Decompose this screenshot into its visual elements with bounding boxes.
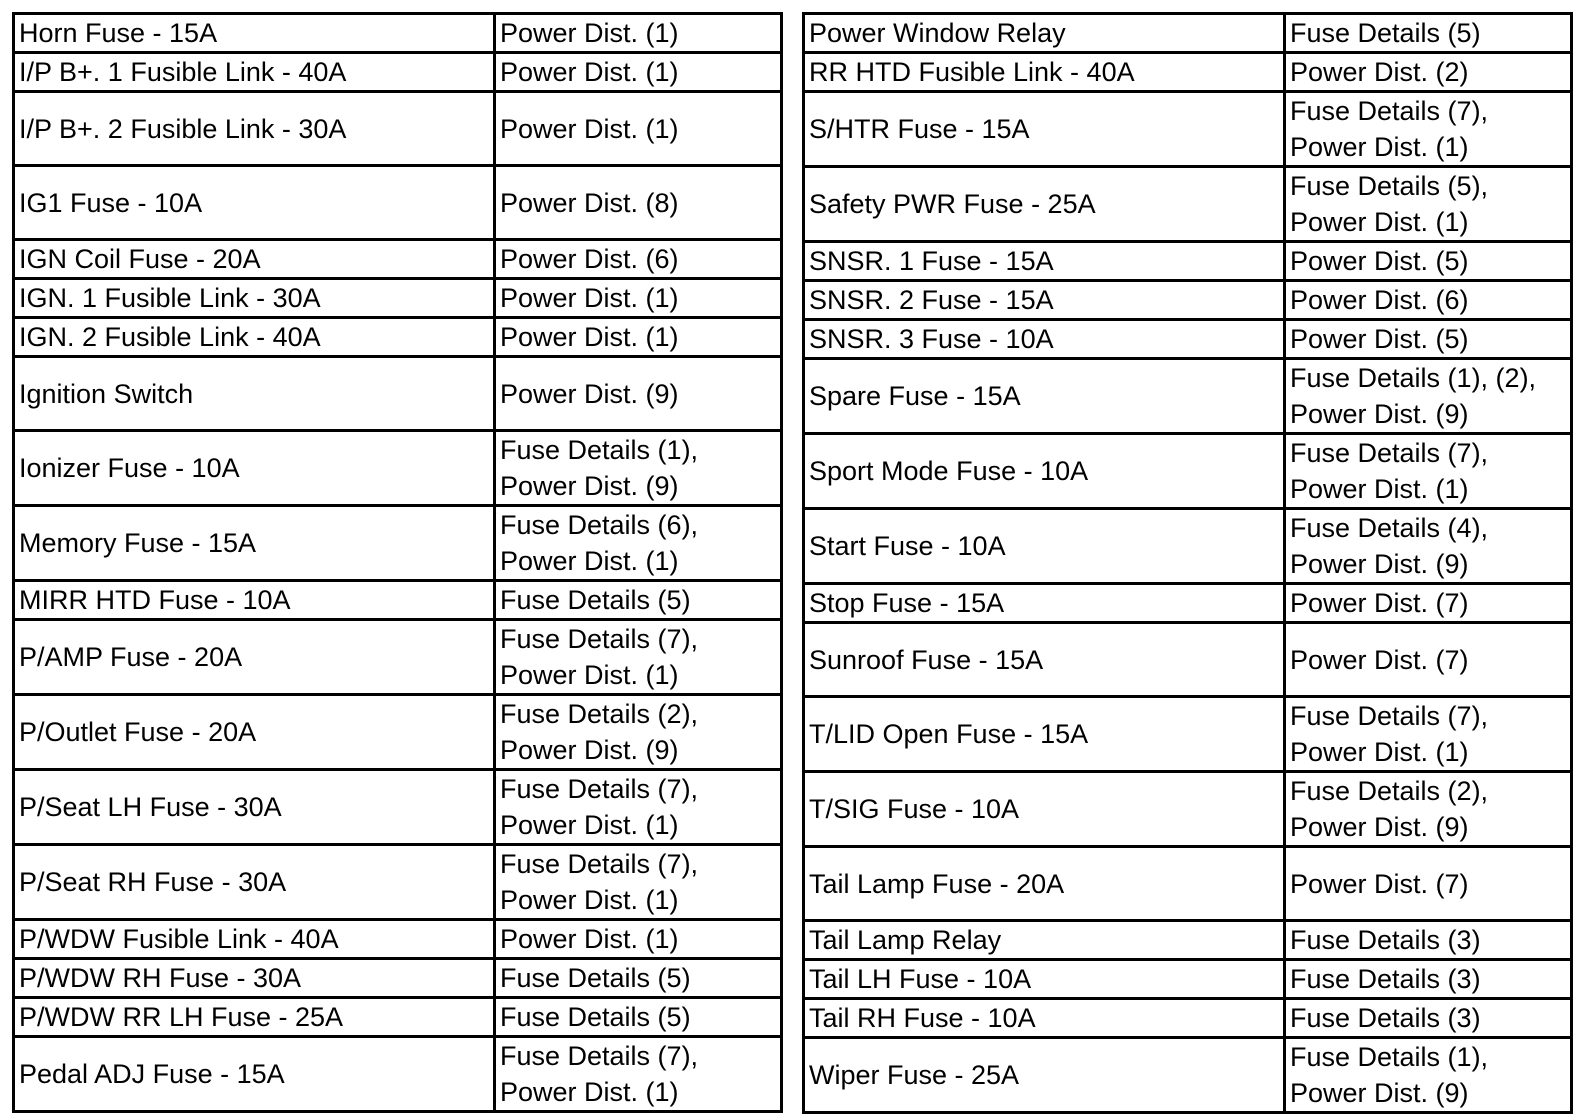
location-cell [1285,92,1572,167]
location-line: Power Dist. (9) [1290,812,1469,842]
component-name-cell: P/Seat RH Fuse - 30A [14,845,495,920]
fuse-table-left-body [14,14,782,1112]
location-cell [1285,434,1572,509]
component-name-cell: P/Seat LH Fuse - 30A [14,770,495,845]
location-line: Fuse Details (2), [500,699,699,729]
table-row [804,242,1572,281]
location-cell [1285,697,1572,772]
component-name-cell: IGN. 1 Fusible Link - 30A [14,279,495,318]
location-line: Fuse Details (4), [1290,513,1489,543]
location-line: Fuse Details (7), [500,774,699,804]
fuse-table-left [12,12,783,1113]
location-line: Power Dist. (5) [1290,324,1469,354]
table-row [14,695,782,770]
location-cell [1285,772,1572,847]
location-line: Fuse Details (7), [1290,438,1489,468]
component-name-cell: Tail Lamp Fuse - 20A [804,847,1285,921]
component-name-cell: SNSR. 3 Fuse - 10A [804,320,1285,359]
table-row [14,431,782,506]
component-name-cell: S/HTR Fuse - 15A [804,92,1285,167]
location-cell [495,695,782,770]
component-name-cell: Pedal ADJ Fuse - 15A [14,1037,495,1112]
table-row [804,92,1572,167]
table-row [804,999,1572,1038]
location-cell [1285,242,1572,281]
table-row [14,506,782,581]
component-name-cell: Ignition Switch [14,357,495,431]
location-line: Fuse Details (7), [500,624,699,654]
component-name-cell: Tail RH Fuse - 10A [804,999,1285,1038]
location-line: Power Dist. (1) [1290,132,1469,162]
table-row [804,772,1572,847]
table-row [14,14,782,53]
component-name-cell: Sunroof Fuse - 15A [804,623,1285,697]
component-name-cell: Spare Fuse - 15A [804,359,1285,434]
location-cell [495,620,782,695]
component-name-cell: Tail LH Fuse - 10A [804,960,1285,999]
table-row [804,53,1572,92]
location-line: Power Dist. (1) [500,18,679,48]
table-row [804,847,1572,921]
location-line: Fuse Details (7), [1290,96,1489,126]
component-name-cell: P/WDW Fusible Link - 40A [14,920,495,959]
component-name-cell: T/LID Open Fuse - 15A [804,697,1285,772]
component-name-cell: MIRR HTD Fuse - 10A [14,581,495,620]
location-line: Power Dist. (6) [1290,285,1469,315]
location-line: Power Dist. (1) [500,322,679,352]
location-cell [495,240,782,279]
component-name-cell: SNSR. 2 Fuse - 15A [804,281,1285,320]
location-cell [1285,921,1572,960]
table-row [14,1037,782,1112]
location-line: Power Dist. (9) [1290,549,1469,579]
table-row [14,318,782,357]
location-line: Power Dist. (1) [500,810,679,840]
location-cell [495,506,782,581]
location-cell [1285,281,1572,320]
location-cell [495,14,782,53]
location-line: Fuse Details (5) [1290,18,1481,48]
table-row [804,921,1572,960]
location-line: Fuse Details (5) [500,585,691,615]
fuse-table-right-body [804,14,1572,1113]
component-name-cell: Power Window Relay [804,14,1285,53]
location-line: Power Dist. (9) [1290,1078,1469,1108]
table-row [14,998,782,1037]
location-cell [495,166,782,240]
component-name-cell: Ionizer Fuse - 10A [14,431,495,506]
component-name-cell: I/P B+. 2 Fusible Link - 30A [14,92,495,166]
location-line: Fuse Details (1), [500,435,699,465]
component-name-cell: IGN. 2 Fusible Link - 40A [14,318,495,357]
table-row [14,166,782,240]
table-row [804,320,1572,359]
location-line: Power Dist. (1) [1290,207,1469,237]
component-name-cell: P/WDW RR LH Fuse - 25A [14,998,495,1037]
location-line: Power Dist. (2) [1290,57,1469,87]
table-row [804,697,1572,772]
location-line: Fuse Details (3) [1290,1003,1481,1033]
table-row [804,14,1572,53]
component-name-cell: I/P B+. 1 Fusible Link - 40A [14,53,495,92]
component-name-cell: RR HTD Fusible Link - 40A [804,53,1285,92]
location-line: Fuse Details (1), (2), [1290,363,1537,393]
table-row [14,357,782,431]
location-cell [1285,584,1572,623]
location-cell [495,279,782,318]
location-cell [495,770,782,845]
location-cell [495,357,782,431]
location-line: Power Dist. (9) [500,735,679,765]
table-row [14,845,782,920]
location-line: Power Dist. (1) [500,113,679,144]
component-name-cell: P/Outlet Fuse - 20A [14,695,495,770]
location-cell [495,581,782,620]
location-cell [495,92,782,166]
location-line: Power Dist. (9) [1290,399,1469,429]
location-line: Power Dist. (8) [500,187,679,218]
location-cell [1285,509,1572,584]
location-line: Power Dist. (7) [1290,588,1469,618]
location-line: Fuse Details (1), [1290,1042,1489,1072]
component-name-cell: Wiper Fuse - 25A [804,1038,1285,1113]
component-name-cell: IG1 Fuse - 10A [14,166,495,240]
location-cell [1285,623,1572,697]
table-row [804,167,1572,242]
table-row [804,623,1572,697]
component-name-cell: Memory Fuse - 15A [14,506,495,581]
location-cell [495,318,782,357]
location-line: Power Dist. (1) [1290,474,1469,504]
location-line: Power Dist. (1) [500,283,679,313]
component-name-cell: Tail Lamp Relay [804,921,1285,960]
location-line: Power Dist. (9) [500,378,679,409]
location-line: Fuse Details (7), [500,1041,699,1071]
table-row [804,359,1572,434]
location-line: Power Dist. (1) [1290,737,1469,767]
location-cell [1285,359,1572,434]
location-line: Power Dist. (6) [500,244,679,274]
location-line: Power Dist. (1) [500,546,679,576]
table-row [14,770,782,845]
component-name-cell: P/AMP Fuse - 20A [14,620,495,695]
location-line: Fuse Details (7), [500,849,699,879]
location-line: Power Dist. (7) [1290,644,1469,675]
location-line: Power Dist. (9) [500,471,679,501]
component-name-cell: SNSR. 1 Fuse - 15A [804,242,1285,281]
table-row [804,960,1572,999]
location-cell [495,920,782,959]
table-row [14,920,782,959]
component-name-cell: Start Fuse - 10A [804,509,1285,584]
location-line: Power Dist. (5) [1290,246,1469,276]
location-cell [1285,320,1572,359]
table-row [14,581,782,620]
location-line: Fuse Details (5) [500,963,691,993]
location-cell [1285,999,1572,1038]
location-cell [495,845,782,920]
location-cell [1285,14,1572,53]
location-cell [1285,167,1572,242]
table-row [804,434,1572,509]
location-cell [495,1037,782,1112]
location-line: Fuse Details (3) [1290,964,1481,994]
component-name-cell: P/WDW RH Fuse - 30A [14,959,495,998]
location-line: Fuse Details (7), [1290,701,1489,731]
location-line: Fuse Details (5) [500,1002,691,1032]
location-line: Power Dist. (1) [500,1077,679,1107]
component-name-cell: Horn Fuse - 15A [14,14,495,53]
fuse-table-right [802,12,1573,1114]
table-row [14,620,782,695]
table-row [804,281,1572,320]
location-line: Power Dist. (1) [500,57,679,87]
location-cell [1285,53,1572,92]
table-row [804,509,1572,584]
table-row [14,92,782,166]
component-name-cell: Sport Mode Fuse - 10A [804,434,1285,509]
component-name-cell: Stop Fuse - 15A [804,584,1285,623]
location-line: Power Dist. (1) [500,660,679,690]
location-cell [495,431,782,506]
table-row [804,584,1572,623]
table-row [804,1038,1572,1113]
location-cell [1285,1038,1572,1113]
table-row [14,959,782,998]
component-name-cell: Safety PWR Fuse - 25A [804,167,1285,242]
location-line: Fuse Details (2), [1290,776,1489,806]
location-cell [1285,847,1572,921]
table-row [14,53,782,92]
location-line: Fuse Details (6), [500,510,699,540]
location-line: Power Dist. (1) [500,885,679,915]
location-cell [495,998,782,1037]
table-row [14,279,782,318]
location-line: Fuse Details (3) [1290,925,1481,955]
location-line: Power Dist. (7) [1290,868,1469,899]
location-cell [495,53,782,92]
location-line: Power Dist. (1) [500,924,679,954]
location-cell [1285,960,1572,999]
table-row [14,240,782,279]
location-line: Fuse Details (5), [1290,171,1489,201]
location-cell [495,959,782,998]
component-name-cell: T/SIG Fuse - 10A [804,772,1285,847]
component-name-cell: IGN Coil Fuse - 20A [14,240,495,279]
